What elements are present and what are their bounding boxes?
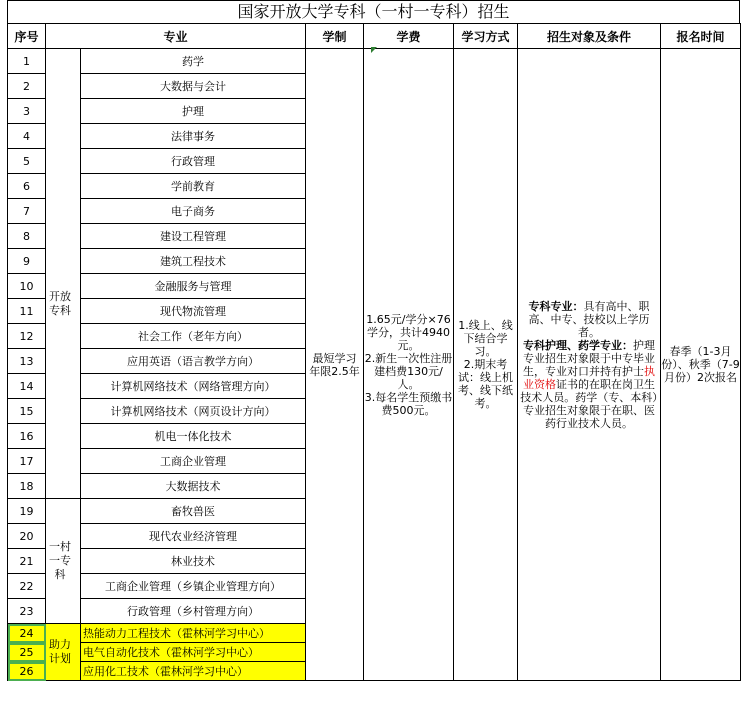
major-name: 行政管理（乡村管理方向） bbox=[81, 599, 306, 624]
major-name: 机电一体化技术 bbox=[81, 424, 306, 449]
row-number: 22 bbox=[8, 574, 46, 599]
header-time: 报名时间 bbox=[661, 24, 741, 49]
major-name: 金融服务与管理 bbox=[81, 274, 306, 299]
row-number: 8 bbox=[8, 224, 46, 249]
row-number: 16 bbox=[8, 424, 46, 449]
row-number: 12 bbox=[8, 324, 46, 349]
row-number: 23 bbox=[8, 599, 46, 624]
spreadsheet bbox=[7, 0, 740, 690]
fees-line-3: 3.每名学生预缴书费500元。 bbox=[364, 390, 453, 417]
major-name: 大数据技术 bbox=[81, 474, 306, 499]
target-para-2 bbox=[518, 339, 660, 430]
row-number: 11 bbox=[8, 299, 46, 324]
major-name: 法律事务 bbox=[81, 124, 306, 149]
row-number: 2 bbox=[8, 74, 46, 99]
group-assist-plan bbox=[46, 624, 81, 681]
row-number: 17 bbox=[8, 449, 46, 474]
header-fees: 学费 bbox=[364, 24, 454, 49]
row-number: 13 bbox=[8, 349, 46, 374]
row-number: 10 bbox=[8, 274, 46, 299]
row-number: 14 bbox=[8, 374, 46, 399]
group-label: 助力计划 bbox=[49, 638, 71, 665]
major-name: 计算机网络技术（网页设计方向） bbox=[81, 399, 306, 424]
method-line-1: 1.线上、线下结合学习。 bbox=[458, 319, 513, 358]
major-name: 护理 bbox=[81, 99, 306, 124]
row-number: 5 bbox=[8, 149, 46, 174]
major-name: 学前教育 bbox=[81, 174, 306, 199]
duration-cell bbox=[306, 49, 364, 681]
major-name: 计算机网络技术（网络管理方向） bbox=[81, 374, 306, 399]
target-cell bbox=[518, 49, 661, 681]
row-number: 24 bbox=[8, 624, 46, 643]
fees-line-2: 2.新生一次性注册建档费130元/人。 bbox=[364, 351, 453, 391]
row-number: 4 bbox=[8, 124, 46, 149]
major-name: 热能动力工程技术（霍林河学习中心） bbox=[81, 624, 306, 643]
fees-cell bbox=[364, 49, 454, 681]
row-number: 21 bbox=[8, 549, 46, 574]
major-name: 应用英语（语言教学方向） bbox=[81, 349, 306, 374]
row-number: 6 bbox=[8, 174, 46, 199]
major-name: 电气自动化技术（霍林河学习中心） bbox=[81, 643, 306, 662]
group-one-village bbox=[46, 499, 81, 624]
header-method: 学习方式 bbox=[454, 24, 518, 49]
row-number: 7 bbox=[8, 199, 46, 224]
sheet-title: 国家开放大学专科（一村一专科）招生 bbox=[7, 0, 740, 24]
major-name: 电子商务 bbox=[81, 199, 306, 224]
group-open-college bbox=[46, 49, 81, 499]
group-label: 一村一专科 bbox=[49, 540, 71, 581]
enrollment-table bbox=[7, 23, 741, 681]
header-row bbox=[8, 24, 741, 49]
row-number: 20 bbox=[8, 524, 46, 549]
major-name: 社会工作（老年方向） bbox=[81, 324, 306, 349]
major-name: 现代农业经济管理 bbox=[81, 524, 306, 549]
major-name: 工商企业管理（乡镇企业管理方向） bbox=[81, 574, 306, 599]
major-name: 大数据与会计 bbox=[81, 74, 306, 99]
major-name: 林业技术 bbox=[81, 549, 306, 574]
header-target: 招生对象及条件 bbox=[518, 24, 661, 49]
target-para-1-text: 具有高中、职高、中专、技校以上学历者。 bbox=[528, 299, 650, 339]
method-line-2: 2.期末考试：线上机考、线下纸考。 bbox=[458, 358, 514, 410]
target-para-2-text-b: 证书的在职在岗卫生技术人员。药学（专、本科）专业招生对象限于在职、医药行业技术人员。 bbox=[520, 377, 658, 430]
row-number: 18 bbox=[8, 474, 46, 499]
row-number: 15 bbox=[8, 399, 46, 424]
major-name: 药学 bbox=[81, 49, 306, 74]
group-label: 开放专科 bbox=[49, 289, 71, 317]
row-number: 1 bbox=[8, 49, 46, 74]
target-para-1 bbox=[518, 300, 660, 339]
method-cell bbox=[454, 49, 518, 681]
cell-comment-marker bbox=[371, 47, 377, 53]
major-name: 建筑工程技术 bbox=[81, 249, 306, 274]
target-para-2-text-a: 护理专业招生对象限于中专毕业生，专业对口并持有护士 bbox=[523, 338, 656, 378]
major-name: 现代物流管理 bbox=[81, 299, 306, 324]
target-para-2-heading: 专科护理、药学专业： bbox=[523, 338, 634, 352]
major-name: 建设工程管理 bbox=[81, 224, 306, 249]
target-para-1-heading: 专科专业： bbox=[528, 299, 584, 313]
header-duration: 学制 bbox=[306, 24, 364, 49]
time-text: 春季（1-3月份）、秋季（7-9月份）2次报名 bbox=[661, 345, 740, 384]
time-cell bbox=[661, 49, 741, 681]
major-name: 行政管理 bbox=[81, 149, 306, 174]
row-number: 19 bbox=[8, 499, 46, 524]
major-name: 工商企业管理 bbox=[81, 449, 306, 474]
target-para-2-highlight: 执业资格 bbox=[523, 364, 656, 391]
duration-text: 最短学习年限2.5年 bbox=[309, 351, 360, 378]
fees-line-1: 1.65元/学分×76学分，共计4940元。 bbox=[366, 312, 451, 352]
row-number: 25 bbox=[8, 643, 46, 662]
row-number: 26 bbox=[8, 662, 46, 681]
major-name: 畜牧兽医 bbox=[81, 499, 306, 524]
major-name: 应用化工技术（霍林河学习中心） bbox=[81, 662, 306, 681]
header-seq: 序号 bbox=[8, 24, 46, 49]
row-number: 3 bbox=[8, 99, 46, 124]
row-number: 9 bbox=[8, 249, 46, 274]
header-major: 专业 bbox=[46, 24, 306, 49]
